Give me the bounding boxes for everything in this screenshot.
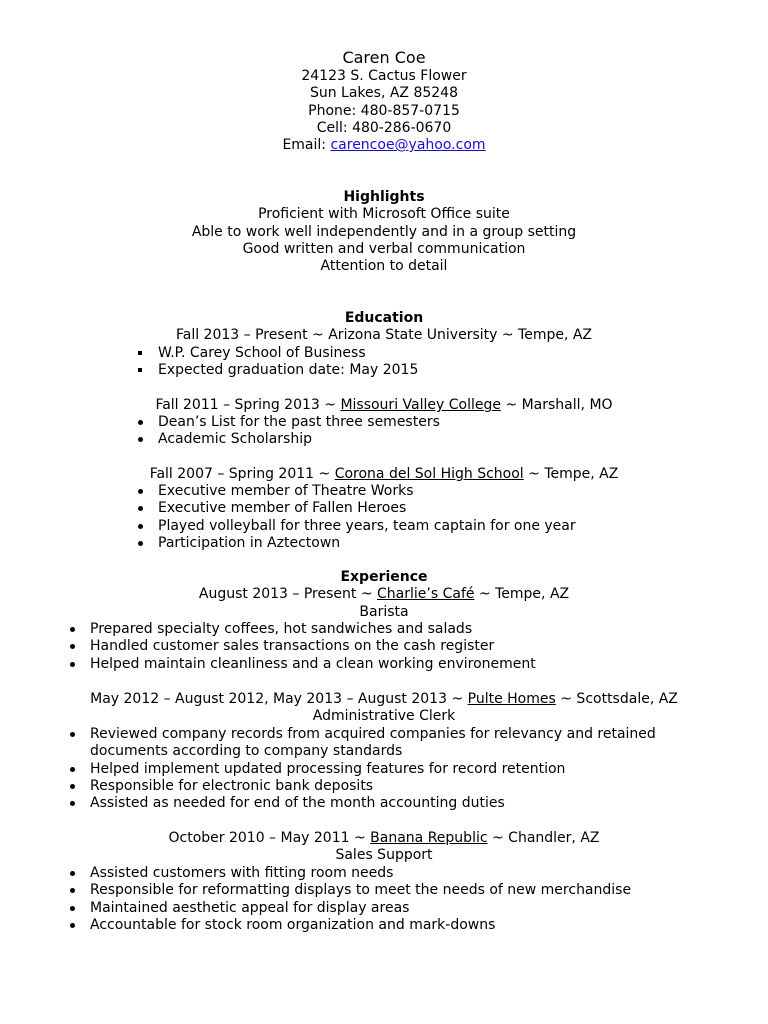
education-entry-cds (0, 466, 768, 483)
address-line-2: Sun Lakes, AZ 85248 (309, 85, 459, 102)
list-item: Academic Scholarship (158, 431, 440, 448)
list-item: Responsible for electronic bank deposits (90, 778, 670, 795)
list-item: Executive member of Theatre Works (158, 483, 576, 500)
list-item: Participation in Aztectown (158, 535, 576, 552)
job-pulte (0, 691, 768, 726)
job-cafe-list (90, 621, 536, 673)
email-label: Email: (282, 137, 331, 154)
education-asu-list (158, 345, 418, 380)
highlight-item: Proficient with Microsoft Office suite (258, 206, 510, 223)
job-dates: October 2010 – May 2011 ~ (168, 830, 371, 846)
education-heading: Education (344, 310, 424, 326)
contact-block (0, 68, 768, 154)
email-line (0, 137, 768, 154)
list-item: Responsible for reformatting displays to meet the needs of new merchandise (90, 882, 632, 899)
list-item: Handled customer sales transactions on the cash register (90, 638, 536, 655)
job-pulte-list (90, 726, 670, 812)
list-item: Helped implement updated processing features for record retention (90, 761, 670, 778)
list-item: Expected graduation date: May 2015 (158, 362, 419, 379)
education-mvc-list (158, 414, 440, 449)
employer-name: Charlie’s Café (377, 586, 475, 603)
job-banana-list (90, 865, 631, 934)
job-line (0, 586, 768, 603)
entry-location: ~ Tempe, AZ (523, 466, 619, 482)
highlights-section (0, 189, 768, 275)
education-entry-line (0, 466, 768, 483)
job-title: Sales Support (335, 847, 433, 864)
job-line (0, 830, 768, 847)
address-line-1: 24123 S. Cactus Flower (301, 68, 467, 84)
entry-dates: Fall 2007 – Spring 2011 ~ (149, 466, 335, 482)
list-item: Prepared specialty coffees, hot sandwiches and salads (90, 621, 536, 638)
highlights-heading: Highlights (343, 189, 425, 205)
list-item: Maintained aesthetic appeal for display areas (90, 900, 631, 917)
list-item: Played volleyball for three years, team captain for one year (158, 517, 576, 534)
job-dates: August 2013 – Present ~ (198, 586, 378, 603)
entry-location: ~ Marshall, MO (500, 397, 613, 413)
list-item: Executive member of Fallen Heroes (158, 500, 576, 517)
job-line (0, 691, 768, 708)
list-item: Helped maintain cleanliness and a clean working environement (90, 655, 536, 672)
list-item: Reviewed company records from acquired companies for relevancy and retained documents according to company standards (90, 726, 670, 761)
list-item: Dean’s List for the past three semesters (158, 414, 440, 430)
job-banana (0, 830, 768, 865)
education-entry-mvc (0, 397, 768, 414)
email-link[interactable]: carencoe@yahoo.com (330, 137, 486, 154)
list-item: Accountable for stock room organization and mark-downs (90, 917, 631, 934)
list-item: Assisted customers with fitting room needs (90, 865, 631, 882)
list-item: W.P. Carey School of Business (158, 345, 418, 362)
job-location: ~ Chandler, AZ (487, 830, 600, 846)
school-name: Corona del Sol High School (334, 466, 524, 482)
cell-line: Cell: 480-286-0670 (316, 119, 452, 136)
job-title: Barista (359, 603, 409, 620)
experience-section (0, 569, 768, 621)
highlight-item: Good written and verbal communication (242, 240, 526, 257)
highlight-item: Able to work well independently and in a group setting (191, 223, 577, 240)
phone-line: Phone: 480-857-0715 (308, 102, 460, 119)
education-entry-line (0, 397, 768, 414)
education-cds-list (158, 483, 576, 552)
education-entry-line: Fall 2013 – Present ~ Arizona State University ~ Tempe, AZ (175, 327, 593, 344)
applicant-name: Caren Coe (342, 48, 426, 67)
experience-heading: Experience (340, 569, 428, 585)
school-name: Missouri Valley College (340, 397, 501, 413)
list-item: Assisted as needed for end of the month accounting duties (90, 795, 670, 812)
employer-name: Pulte Homes (467, 691, 556, 707)
job-location: ~ Scottsdale, AZ (555, 691, 678, 707)
entry-dates: Fall 2011 – Spring 2013 ~ (155, 397, 341, 413)
job-title: Administrative Clerk (312, 708, 456, 725)
job-dates: May 2012 – August 2012, May 2013 – August 2013 ~ (90, 691, 468, 707)
employer-name: Banana Republic (370, 830, 488, 846)
job-location: ~ Tempe, AZ (474, 586, 570, 603)
highlight-item: Attention to detail (320, 258, 448, 275)
education-section (0, 310, 768, 345)
